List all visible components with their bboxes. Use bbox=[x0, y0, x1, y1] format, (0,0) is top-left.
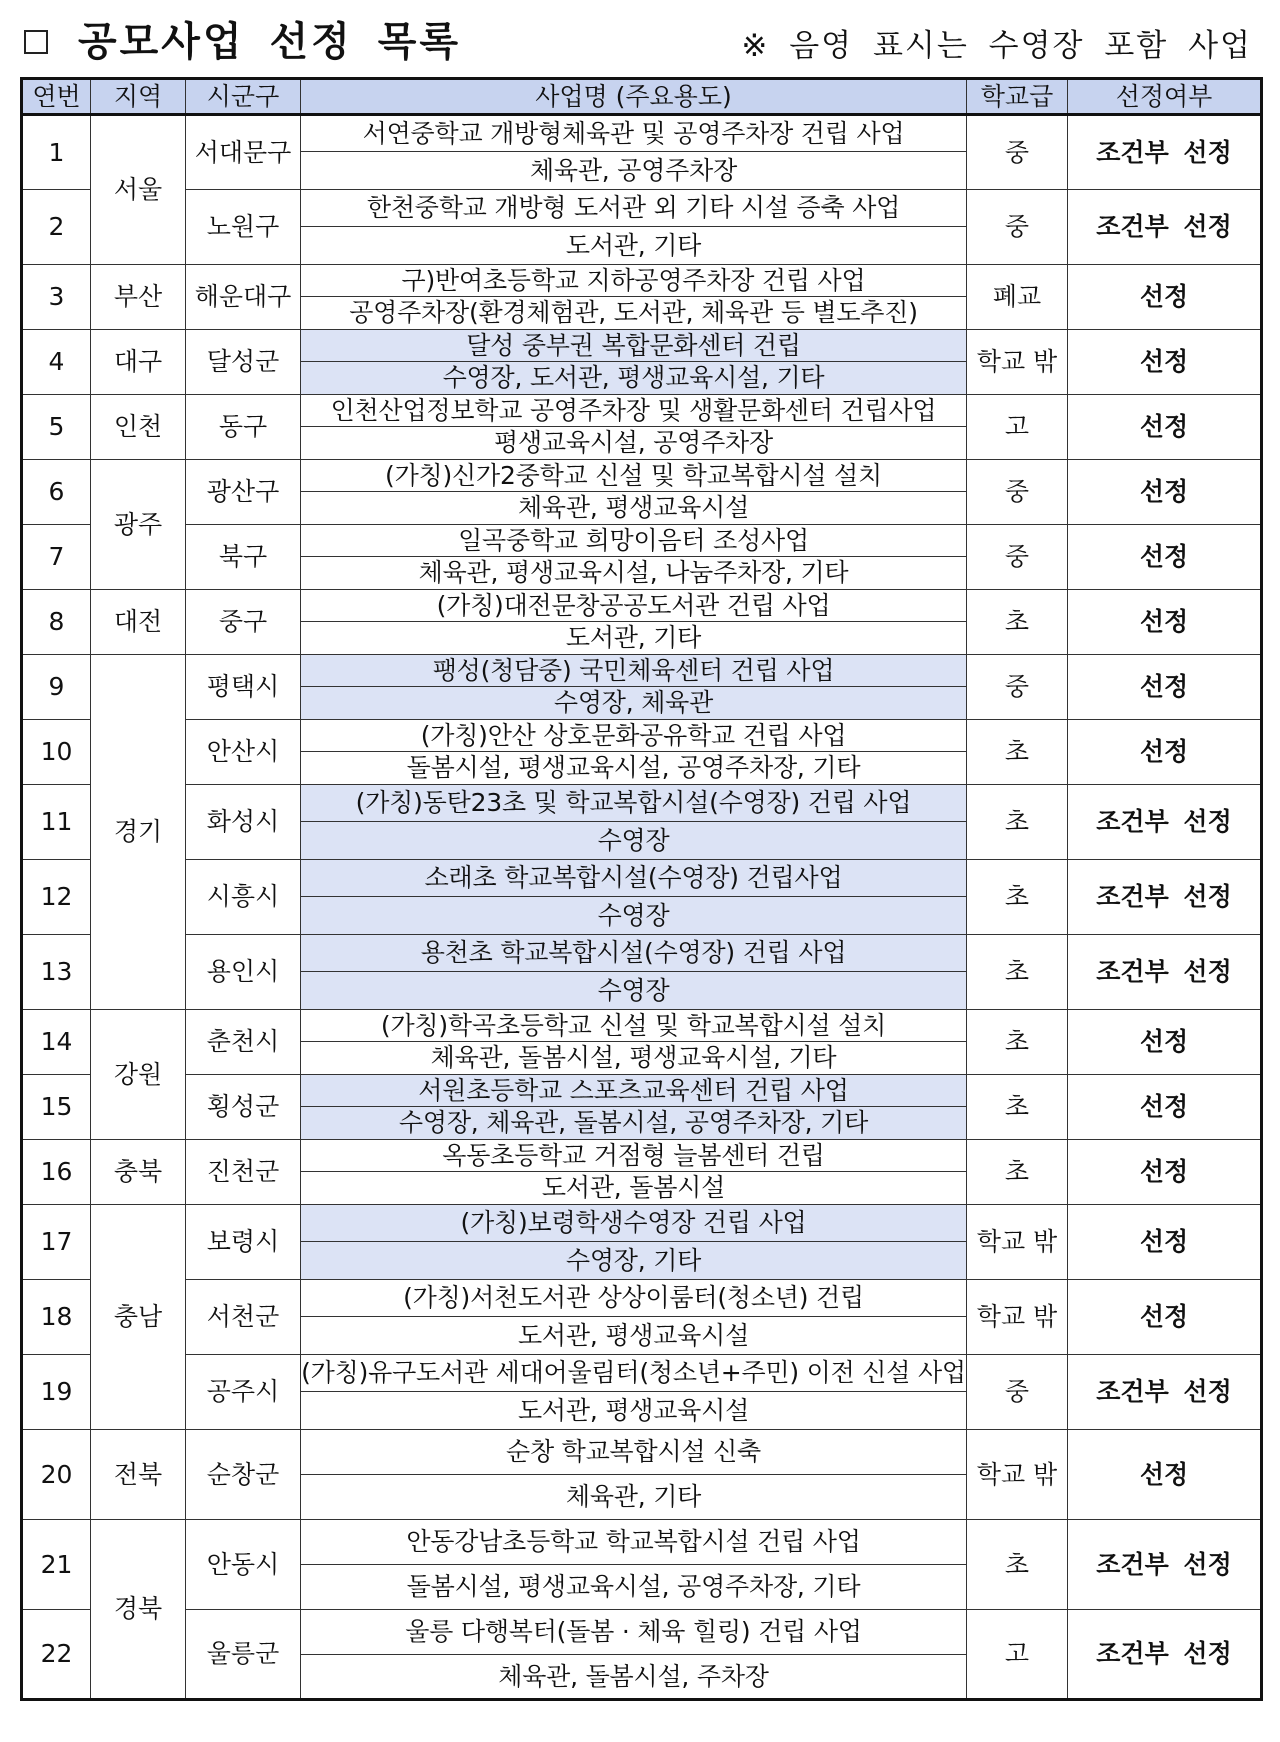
selection-result: 선정 bbox=[1068, 1075, 1262, 1140]
row-number: 18 bbox=[22, 1280, 91, 1355]
project-use: 수영장, 체육관 bbox=[301, 687, 967, 720]
school-level: 중 bbox=[967, 460, 1068, 525]
table-row bbox=[22, 115, 1262, 152]
project-name: 서원초등학교 스포츠교육센터 건립 사업 bbox=[301, 1075, 967, 1107]
school-level: 초 bbox=[967, 935, 1068, 1010]
table-row bbox=[22, 460, 1262, 492]
header-row bbox=[22, 79, 1262, 115]
school-level: 중 bbox=[967, 1355, 1068, 1430]
region-cell: 부산 bbox=[91, 265, 186, 330]
table-row bbox=[22, 395, 1262, 427]
project-use: 공영주차장(환경체험관, 도서관, 체육관 등 별도추진) bbox=[301, 297, 967, 330]
row-number: 10 bbox=[22, 720, 91, 785]
project-use: 수영장 bbox=[301, 972, 967, 1010]
project-use: 돌봄시설, 평생교육시설, 공영주차장, 기타 bbox=[301, 1565, 967, 1610]
selection-table bbox=[20, 77, 1263, 1701]
row-number: 7 bbox=[22, 525, 91, 590]
region-cell: 대전 bbox=[91, 590, 186, 655]
school-level: 학교 밖 bbox=[967, 1205, 1068, 1280]
row-number: 1 bbox=[22, 115, 91, 190]
shading-note: ※ 음영 표시는 수영장 포함 사업 bbox=[741, 28, 1252, 64]
selection-result: 선정 bbox=[1068, 330, 1262, 395]
table-row bbox=[22, 655, 1262, 687]
table-row bbox=[22, 1010, 1262, 1042]
district-cell: 중구 bbox=[186, 590, 301, 655]
school-level: 초 bbox=[967, 590, 1068, 655]
district-cell: 화성시 bbox=[186, 785, 301, 860]
project-name: (가칭)대전문창공공도서관 건립 사업 bbox=[301, 590, 967, 622]
selection-result: 조건부 선정 bbox=[1068, 1520, 1262, 1610]
table-row bbox=[22, 860, 1262, 897]
selection-result: 조건부 선정 bbox=[1068, 1355, 1262, 1430]
school-level: 중 bbox=[967, 115, 1068, 190]
region-cell: 광주 bbox=[91, 460, 186, 590]
selection-result: 조건부 선정 bbox=[1068, 190, 1262, 265]
title-row bbox=[22, 12, 1262, 72]
region-cell: 경북 bbox=[91, 1520, 186, 1700]
header-district: 시군구 bbox=[186, 79, 301, 115]
row-number: 15 bbox=[22, 1075, 91, 1140]
project-name: (가칭)유구도서관 세대어울림터(청소년+주민) 이전 신설 사업 bbox=[301, 1355, 967, 1392]
district-cell: 횡성군 bbox=[186, 1075, 301, 1140]
district-cell: 평택시 bbox=[186, 655, 301, 720]
row-number: 21 bbox=[22, 1520, 91, 1610]
district-cell: 공주시 bbox=[186, 1355, 301, 1430]
school-level: 중 bbox=[967, 655, 1068, 720]
row-number: 13 bbox=[22, 935, 91, 1010]
school-level: 초 bbox=[967, 860, 1068, 935]
project-name: 한천중학교 개방형 도서관 외 기타 시설 증축 사업 bbox=[301, 190, 967, 227]
district-cell: 안동시 bbox=[186, 1520, 301, 1610]
district-cell: 순창군 bbox=[186, 1430, 301, 1520]
project-use: 도서관, 평생교육시설 bbox=[301, 1392, 967, 1430]
project-name: 옥동초등학교 거점형 늘봄센터 건립 bbox=[301, 1140, 967, 1172]
region-cell: 충북 bbox=[91, 1140, 186, 1205]
row-number: 4 bbox=[22, 330, 91, 395]
row-number: 14 bbox=[22, 1010, 91, 1075]
row-number: 16 bbox=[22, 1140, 91, 1205]
district-cell: 시흥시 bbox=[186, 860, 301, 935]
table-row bbox=[22, 1430, 1262, 1475]
district-cell: 안산시 bbox=[186, 720, 301, 785]
region-cell: 인천 bbox=[91, 395, 186, 460]
school-level: 중 bbox=[967, 525, 1068, 590]
district-cell: 서대문구 bbox=[186, 115, 301, 190]
row-number: 22 bbox=[22, 1610, 91, 1700]
project-name: (가칭)학곡초등학교 신설 및 학교복합시설 설치 bbox=[301, 1010, 967, 1042]
selection-result: 선정 bbox=[1068, 720, 1262, 785]
school-level: 학교 밖 bbox=[967, 1280, 1068, 1355]
school-level: 초 bbox=[967, 1010, 1068, 1075]
district-cell: 진천군 bbox=[186, 1140, 301, 1205]
project-use: 수영장, 도서관, 평생교육시설, 기타 bbox=[301, 362, 967, 395]
project-name: 울릉 다행복터(돌봄 · 체육 힐링) 건립 사업 bbox=[301, 1610, 967, 1655]
table-row bbox=[22, 1355, 1262, 1392]
school-level: 고 bbox=[967, 1610, 1068, 1700]
page-title: 공모사업 선정 목록 bbox=[78, 19, 461, 65]
project-use: 체육관, 돌봄시설, 주차장 bbox=[301, 1655, 967, 1700]
row-number: 6 bbox=[22, 460, 91, 525]
selection-result: 선정 bbox=[1068, 1430, 1262, 1520]
project-name: (가칭)보령학생수영장 건립 사업 bbox=[301, 1205, 967, 1242]
school-level: 고 bbox=[967, 395, 1068, 460]
district-cell: 서천군 bbox=[186, 1280, 301, 1355]
region-cell: 서울 bbox=[91, 115, 186, 265]
checkbox-square-icon bbox=[24, 30, 48, 54]
table-row bbox=[22, 935, 1262, 972]
project-name: 달성 중부권 복합문화센터 건립 bbox=[301, 330, 967, 362]
project-use: 돌봄시설, 평생교육시설, 공영주차장, 기타 bbox=[301, 752, 967, 785]
region-cell: 충남 bbox=[91, 1205, 186, 1430]
selection-result: 선정 bbox=[1068, 525, 1262, 590]
selection-result: 선정 bbox=[1068, 1280, 1262, 1355]
district-cell: 용인시 bbox=[186, 935, 301, 1010]
row-number: 12 bbox=[22, 860, 91, 935]
district-cell: 북구 bbox=[186, 525, 301, 590]
selection-result: 조건부 선정 bbox=[1068, 935, 1262, 1010]
selection-result: 선정 bbox=[1068, 1010, 1262, 1075]
table-row bbox=[22, 1610, 1262, 1655]
row-number: 17 bbox=[22, 1205, 91, 1280]
selection-result: 선정 bbox=[1068, 1205, 1262, 1280]
row-number: 11 bbox=[22, 785, 91, 860]
project-use: 수영장, 기타 bbox=[301, 1242, 967, 1280]
project-name: (가칭)안산 상호문화공유학교 건립 사업 bbox=[301, 720, 967, 752]
school-level: 초 bbox=[967, 720, 1068, 785]
school-level: 폐교 bbox=[967, 265, 1068, 330]
project-name: 팽성(청담중) 국민체육센터 건립 사업 bbox=[301, 655, 967, 687]
selection-result: 선정 bbox=[1068, 655, 1262, 720]
project-use: 수영장 bbox=[301, 822, 967, 860]
region-cell: 전북 bbox=[91, 1430, 186, 1520]
district-cell: 달성군 bbox=[186, 330, 301, 395]
selection-result: 조건부 선정 bbox=[1068, 860, 1262, 935]
row-number: 3 bbox=[22, 265, 91, 330]
project-use: 평생교육시설, 공영주차장 bbox=[301, 427, 967, 460]
project-use: 도서관, 평생교육시설 bbox=[301, 1317, 967, 1355]
project-name: (가칭)신가2중학교 신설 및 학교복합시설 설치 bbox=[301, 460, 967, 492]
project-use: 도서관, 기타 bbox=[301, 227, 967, 265]
header-school-level: 학교급 bbox=[967, 79, 1068, 115]
table-body bbox=[22, 115, 1262, 1700]
selection-result: 선정 bbox=[1068, 590, 1262, 655]
project-name: (가칭)서천도서관 상상이룸터(청소년) 건립 bbox=[301, 1280, 967, 1317]
district-cell: 광산구 bbox=[186, 460, 301, 525]
row-number: 2 bbox=[22, 190, 91, 265]
school-level: 초 bbox=[967, 1075, 1068, 1140]
header-no: 연번 bbox=[22, 79, 91, 115]
project-use: 수영장, 체육관, 돌봄시설, 공영주차장, 기타 bbox=[301, 1107, 967, 1140]
row-number: 8 bbox=[22, 590, 91, 655]
table-row bbox=[22, 190, 1262, 227]
table-row bbox=[22, 525, 1262, 557]
selection-result: 조건부 선정 bbox=[1068, 115, 1262, 190]
table-row bbox=[22, 265, 1262, 297]
region-cell: 강원 bbox=[91, 1010, 186, 1140]
project-name: 순창 학교복합시설 신축 bbox=[301, 1430, 967, 1475]
table-row bbox=[22, 720, 1262, 752]
school-level: 학교 밖 bbox=[967, 1430, 1068, 1520]
school-level: 초 bbox=[967, 1140, 1068, 1205]
project-name: 구)반여초등학교 지하공영주차장 건립 사업 bbox=[301, 265, 967, 297]
selection-result: 조건부 선정 bbox=[1068, 785, 1262, 860]
project-name: 일곡중학교 희망이음터 조성사업 bbox=[301, 525, 967, 557]
project-name: 서연중학교 개방형체육관 및 공영주차장 건립 사업 bbox=[301, 115, 967, 152]
project-name: (가칭)동탄23초 및 학교복합시설(수영장) 건립 사업 bbox=[301, 785, 967, 822]
district-cell: 춘천시 bbox=[186, 1010, 301, 1075]
table-row bbox=[22, 330, 1262, 362]
project-use: 체육관, 평생교육시설, 나눔주차장, 기타 bbox=[301, 557, 967, 590]
header-result: 선정여부 bbox=[1068, 79, 1262, 115]
district-cell: 해운대구 bbox=[186, 265, 301, 330]
district-cell: 노원구 bbox=[186, 190, 301, 265]
project-use: 체육관, 공영주차장 bbox=[301, 152, 967, 190]
school-level: 초 bbox=[967, 785, 1068, 860]
table-row bbox=[22, 785, 1262, 822]
project-use: 체육관, 평생교육시설 bbox=[301, 492, 967, 525]
project-use: 도서관, 기타 bbox=[301, 622, 967, 655]
table-row bbox=[22, 1520, 1262, 1565]
table-row bbox=[22, 1075, 1262, 1107]
selection-result: 선정 bbox=[1068, 460, 1262, 525]
selection-result: 조건부 선정 bbox=[1068, 1610, 1262, 1700]
school-level: 학교 밖 bbox=[967, 330, 1068, 395]
header-region: 지역 bbox=[91, 79, 186, 115]
project-use: 체육관, 기타 bbox=[301, 1475, 967, 1520]
selection-result: 선정 bbox=[1068, 1140, 1262, 1205]
row-number: 19 bbox=[22, 1355, 91, 1430]
project-name: 용천초 학교복합시설(수영장) 건립 사업 bbox=[301, 935, 967, 972]
region-cell: 대구 bbox=[91, 330, 186, 395]
row-number: 9 bbox=[22, 655, 91, 720]
table-row bbox=[22, 1205, 1262, 1242]
selection-result: 선정 bbox=[1068, 395, 1262, 460]
table-row bbox=[22, 1140, 1262, 1172]
project-name: 인천산업정보학교 공영주차장 및 생활문화센터 건립사업 bbox=[301, 395, 967, 427]
district-cell: 울릉군 bbox=[186, 1610, 301, 1700]
project-use: 체육관, 돌봄시설, 평생교육시설, 기타 bbox=[301, 1042, 967, 1075]
school-level: 초 bbox=[967, 1520, 1068, 1610]
project-use: 수영장 bbox=[301, 897, 967, 935]
header-project: 사업명 (주요용도) bbox=[301, 79, 967, 115]
school-level: 중 bbox=[967, 190, 1068, 265]
table-row bbox=[22, 590, 1262, 622]
row-number: 5 bbox=[22, 395, 91, 460]
project-use: 도서관, 돌봄시설 bbox=[301, 1172, 967, 1205]
district-cell: 동구 bbox=[186, 395, 301, 460]
selection-result: 선정 bbox=[1068, 265, 1262, 330]
row-number: 20 bbox=[22, 1430, 91, 1520]
district-cell: 보령시 bbox=[186, 1205, 301, 1280]
region-cell: 경기 bbox=[91, 655, 186, 1010]
project-name: 안동강남초등학교 학교복합시설 건립 사업 bbox=[301, 1520, 967, 1565]
project-name: 소래초 학교복합시설(수영장) 건립사업 bbox=[301, 860, 967, 897]
table-row bbox=[22, 1280, 1262, 1317]
